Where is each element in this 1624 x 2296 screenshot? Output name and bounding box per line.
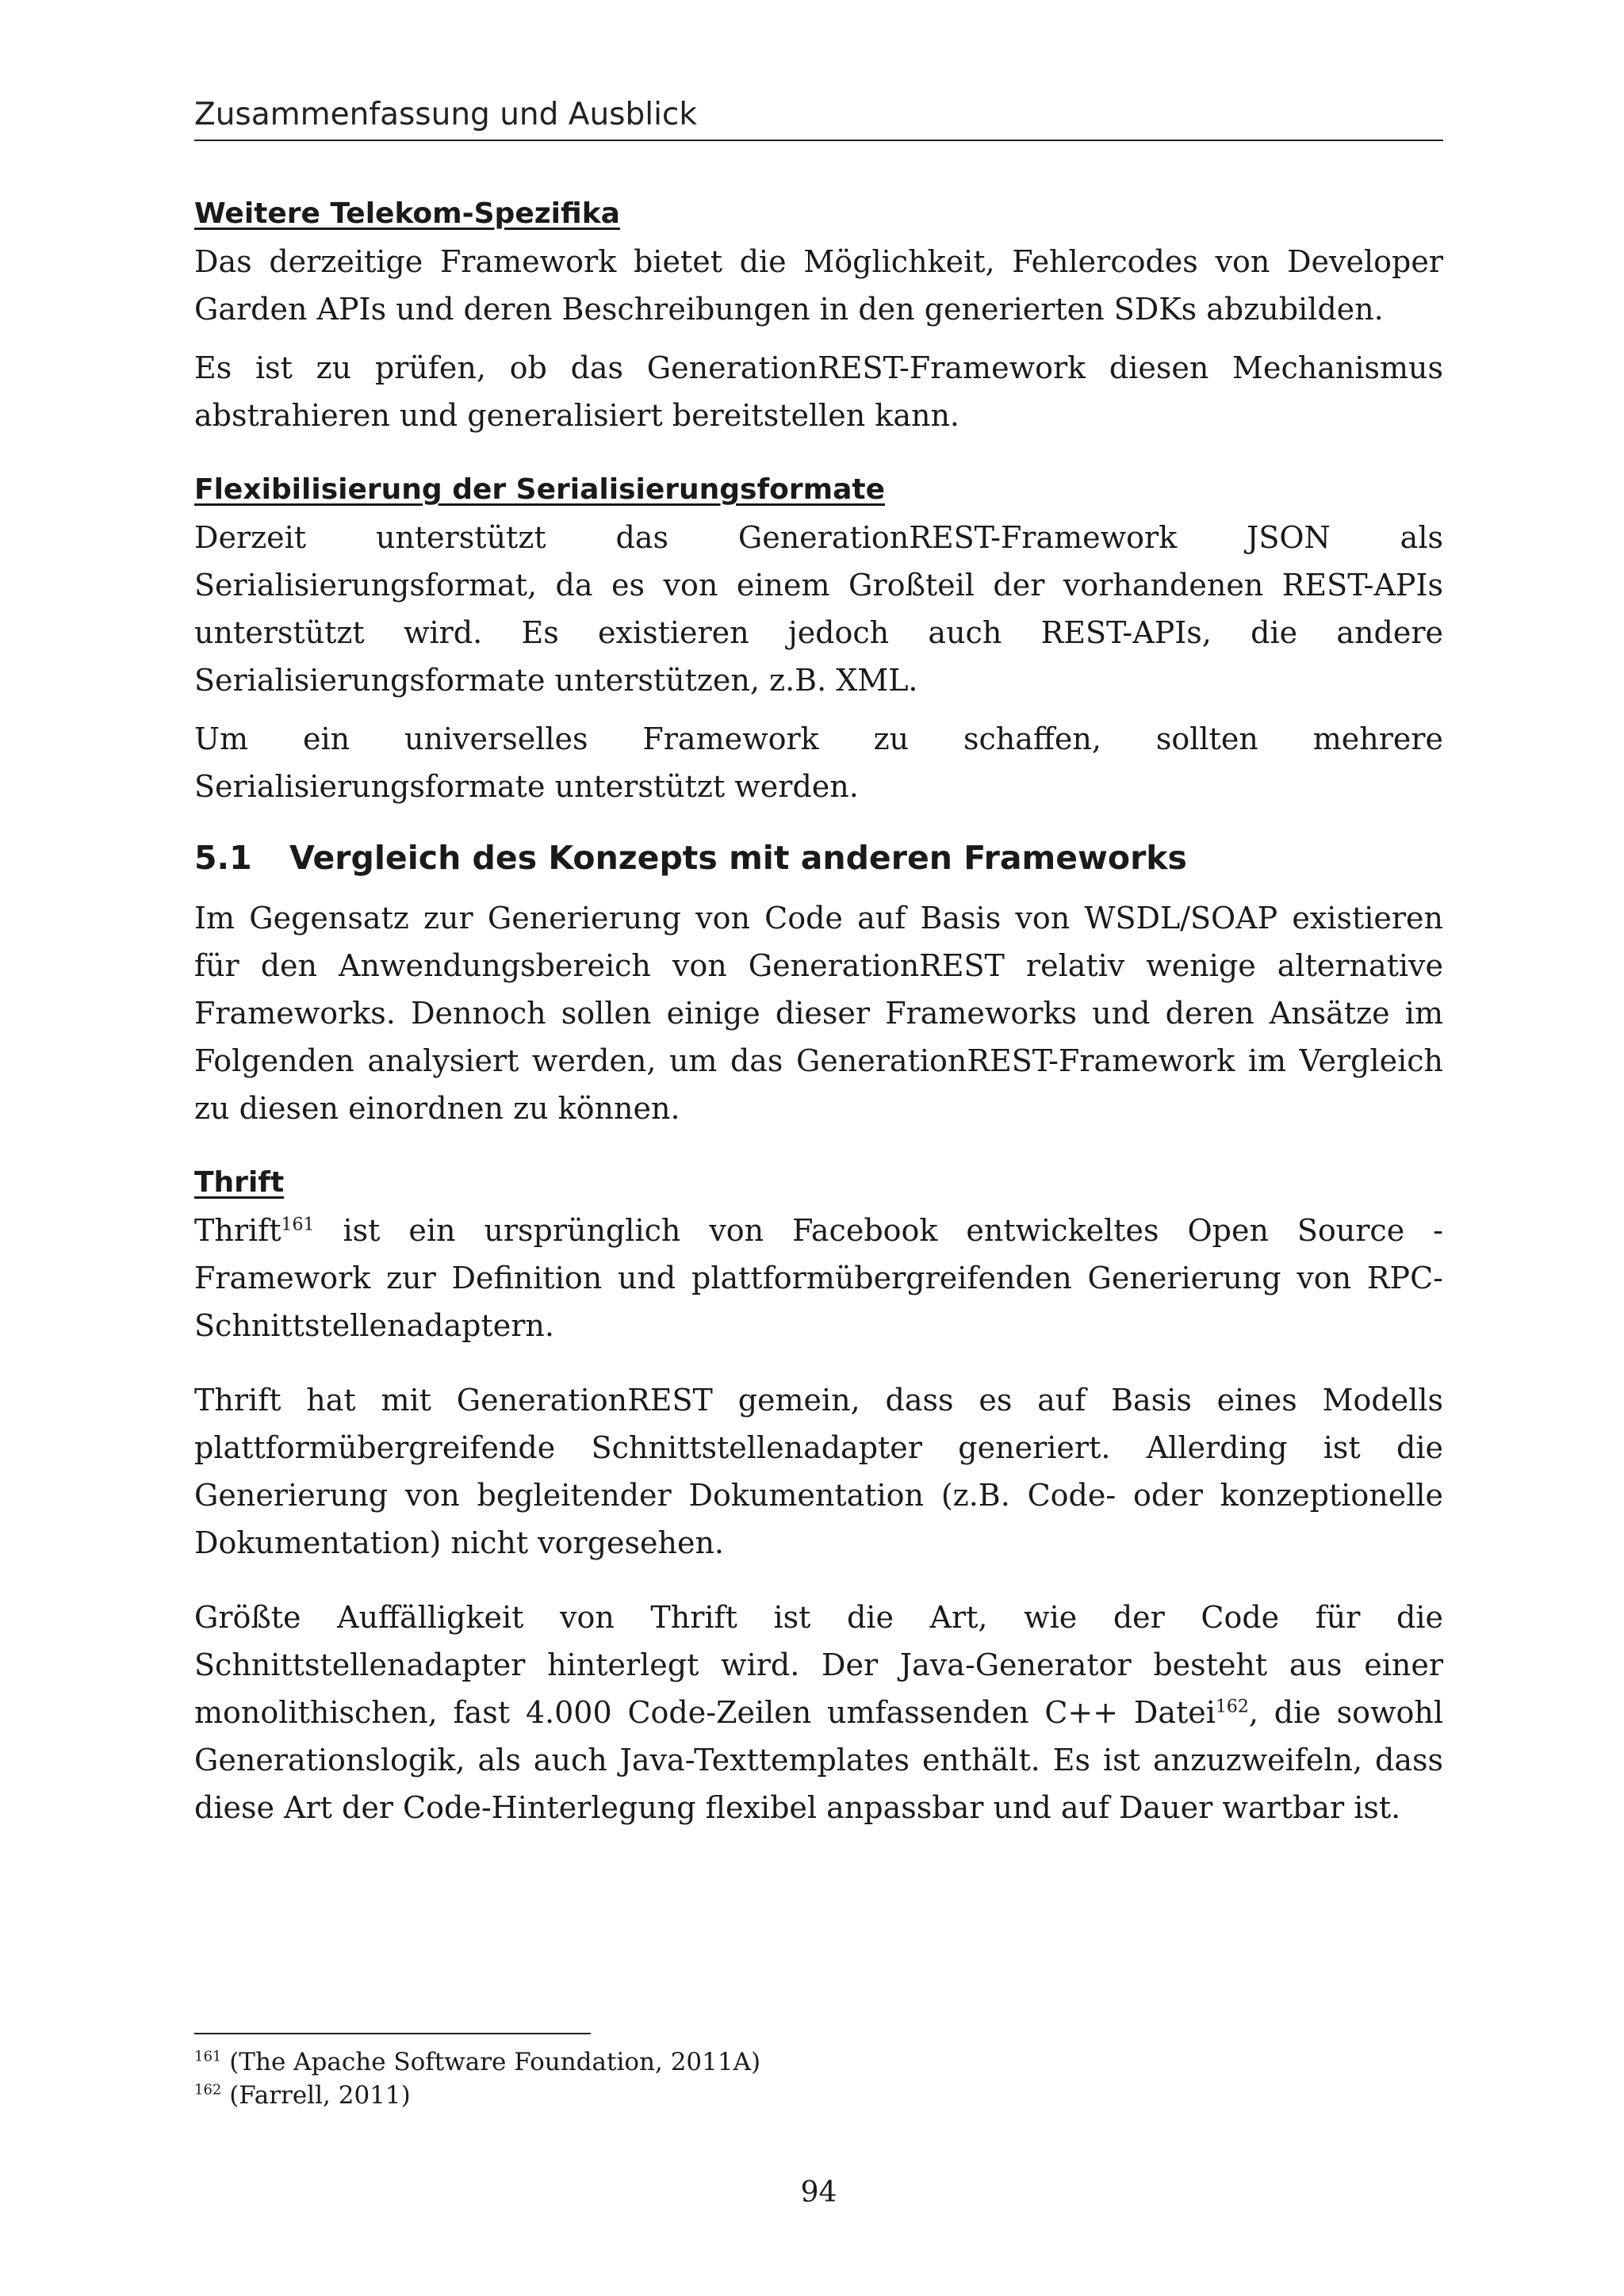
section-number: 5.1	[194, 839, 252, 877]
footnote-text: (The Apache Software Foundation, 2011A)	[221, 2048, 761, 2076]
footnote-number: 161	[194, 2048, 222, 2065]
thrift-p3-a: Größte Auffälligkeit von Thrift ist die Art, wie der Code für die Schnittstellenadapter hinterlegt wird. Der Java-Generator besteht aus einer monolithischen, fast 4.000 Code-Zeilen umfassenden C++ Datei	[194, 1600, 1443, 1730]
footnote-text: (Farrell, 2011)	[221, 2081, 411, 2110]
footnotes	[194, 2033, 1443, 2112]
paragraph-thrift-2: Thrift hat mit GenerationREST gemein, dass es auf Basis eines Modells plattformübergreifende Schnittstellenadapter generiert. Allerding ist die Generierung von begleitender Dokumentation (z.B. Code- oder konzeptionelle Dokumentation) nicht vorgesehen.	[194, 1383, 1443, 1560]
running-header: Zusammenfassung und Ausblick	[194, 94, 1443, 141]
thrift-lead: Thrift	[194, 1213, 282, 1248]
page-number: 94	[800, 2176, 837, 2209]
paragraph-vergleich-1: Im Gegensatz zur Generierung von Code auf Basis von WSDL/SOAP existieren für den Anwendungsbereich von GenerationREST relativ wenige alternative Frameworks. Dennoch sollen einige dieser Frameworks und deren Ansätze im Folgenden analysiert werden, um das GenerationREST-Framework im Vergleich zu diesen einordnen zu können.	[194, 901, 1443, 1126]
section-title: Vergleich des Konzepts mit anderen Frameworks	[289, 839, 1187, 877]
footnote-number: 162	[194, 2081, 222, 2099]
footnote-ref-162[interactable]: 162	[1215, 1697, 1249, 1717]
paragraph-thrift-1	[194, 1207, 1443, 1349]
subheading-thrift: Thrift	[194, 1166, 285, 1199]
paragraph-telekom-2: Es ist zu prüfen, ob das GenerationREST-Framework diesen Mechanismus abstrahieren und generalisiert bereitstellen kann.	[194, 350, 1443, 433]
thrift-p3-b: , die sowohl Generationslogik, als auch Java-Texttemplates enthält. Es ist anzuzweifeln, dass diese Art der Code-Hinterlegung flexibel anpassbar und auf Dauer wartbar ist.	[194, 1695, 1443, 1825]
footnote-162	[194, 2079, 1443, 2112]
subheading-telekom: Weitere Telekom-Spezifika	[194, 197, 620, 230]
document-page	[194, 0, 1443, 2296]
section-heading-5-1	[194, 832, 1443, 883]
footnote-divider	[194, 2033, 591, 2034]
paragraph-serialisierung-2: Um ein universelles Framework zu schaffen, sollten mehrere Serialisierungsformate unterstützt werden.	[194, 721, 1443, 804]
subheading-serialisierung: Flexibilisierung der Serialisierungsformate	[194, 473, 886, 506]
page-body	[194, 190, 1443, 1843]
footnote-ref-161[interactable]: 161	[281, 1215, 315, 1235]
thrift-p1-rest: ist ein ursprünglich von Facebook entwickeltes Open Source - Framework zur Definition und plattformübergreifenden Generierung von RPC-Schnittstellenadaptern.	[194, 1213, 1443, 1343]
paragraph-thrift-3	[194, 1594, 1443, 1831]
paragraph-serialisierung-1: Derzeit unterstützt das GenerationREST-Framework JSON als Serialisierungsformat, da es von einem Großteil der vorhandenen REST-APIs unterstützt wird. Es existieren jedoch auch REST-APIs, die andere Serialisierungsformate unterstützen, z.B. XML.	[194, 520, 1443, 698]
footnote-161	[194, 2045, 1443, 2079]
paragraph-telekom-1: Das derzeitige Framework bietet die Möglichkeit, Fehlercodes von Developer Garden APIs und deren Beschreibungen in den generierten SDKs abzubilden.	[194, 244, 1443, 327]
